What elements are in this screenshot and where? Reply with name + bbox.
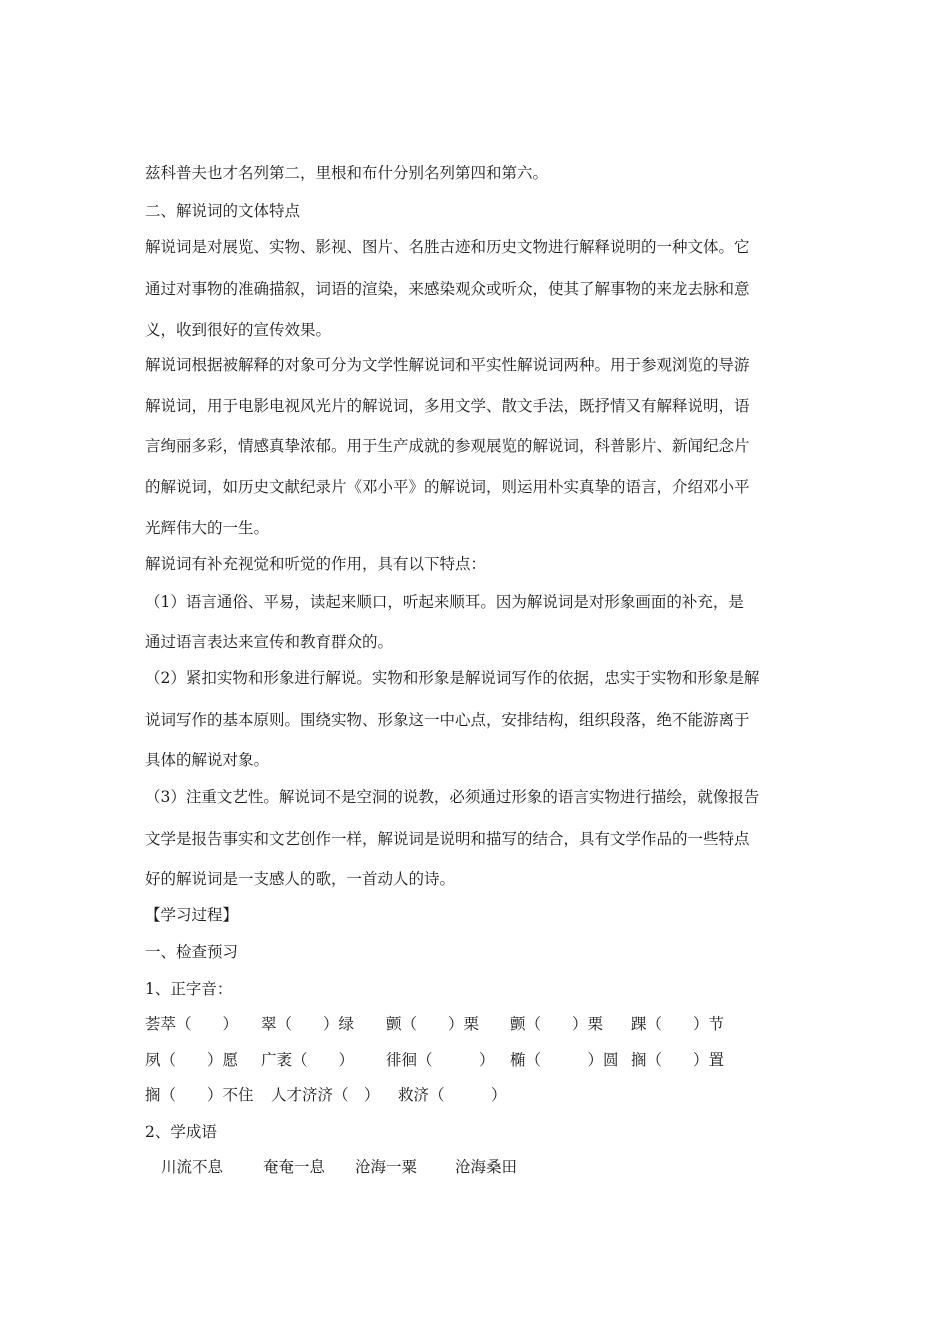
idiom-item: 川流不息 <box>161 1158 224 1176</box>
pinyin-item: 救济（ ） <box>398 1086 507 1104</box>
pinyin-item: 人才济济（ ） <box>271 1086 380 1104</box>
pinyin-item: 翠（ ）绿 <box>261 1015 355 1033</box>
paragraph-line: 文学是报告事实和文艺创作一样，解说词是说明和描写的结合，具有文学作品的一些特点 <box>145 830 750 848</box>
section-heading: 一、检查预习 <box>145 943 239 961</box>
paragraph-line: 通过对事物的准确描叙，词语的渲染，来感染观众或听众，使其了解事物的来龙去脉和意 <box>145 280 750 298</box>
idiom-item: 沧海桑田 <box>455 1158 518 1176</box>
pinyin-item: 搁（ ）不住 <box>145 1086 254 1104</box>
paragraph-line: 解说词是对展览、实物、影视、图片、名胜古迹和历史文物进行解释说明的一种文体。它 <box>145 238 750 256</box>
paragraph-line: 解说词，用于电影电视风光片的解说词，多用文学、散文手法，既抒情又有解释说明，语 <box>145 397 750 415</box>
pinyin-item: 荟萃（ ） <box>145 1015 239 1033</box>
pinyin-item: 广袤（ ） <box>261 1051 355 1069</box>
paragraph-line: 具体的解说对象。 <box>145 751 270 769</box>
paragraph-line: 光辉伟大的一生。 <box>145 519 270 537</box>
pinyin-item: 颤（ ）栗 <box>510 1015 604 1033</box>
paragraph-line: （1）语言通俗、平易，读起来顺口，听起来顺耳。因为解说词是对形象画面的补充，是 <box>145 593 744 611</box>
exercise-heading: 1、正字音： <box>145 980 233 998</box>
paragraph-line: （2）紧扣实物和形象进行解说。实物和形象是解说词写作的依据，忠实于实物和形象是解 <box>145 669 760 687</box>
exercise-heading: 2、学成语 <box>145 1123 217 1141</box>
paragraph-line: 说词写作的基本原则。围绕实物、形象这一中心点，安排结构，组织段落，绝不能游离于 <box>145 711 750 729</box>
section-heading: 二、解说词的文体特点 <box>145 202 301 220</box>
paragraph-line: 解说词有补充视觉和听觉的作用，具有以下特点： <box>145 555 487 573</box>
paragraph-line: 好的解说词是一支感人的歌，一首动人的诗。 <box>145 870 456 888</box>
paragraph-line: 兹科普夫也才名列第二，里根和布什分别名列第四和第六。 <box>145 164 549 182</box>
pinyin-item: 搁（ ）置 <box>631 1051 725 1069</box>
idiom-item: 沧海一粟 <box>355 1158 418 1176</box>
idiom-item: 奄奄一息 <box>263 1158 326 1176</box>
paragraph-line: 通过语言表达来宣传和教育群众的。 <box>145 633 394 651</box>
pinyin-item: 徘徊（ ） <box>386 1051 495 1069</box>
pinyin-item: 夙（ ）愿 <box>145 1051 239 1069</box>
paragraph-line: 义，收到很好的宣传效果。 <box>145 321 332 339</box>
paragraph-line: 的解说词，如历史文献纪录片《邓小平》的解说词，则运用朴实真挚的语言，介绍邓小平 <box>145 478 750 496</box>
pinyin-item: 颤（ ）栗 <box>386 1015 480 1033</box>
pinyin-item: 椭（ ）圆 <box>510 1051 619 1069</box>
section-heading: 【学习过程】 <box>145 906 239 924</box>
paragraph-line: （3）注重文艺性。解说词不是空洞的说教，必须通过形象的语言实物进行描绘，就像报告 <box>145 788 760 806</box>
paragraph-line: 解说词根据被解释的对象可分为文学性解说词和平实性解说词两种。用于参观浏览的导游 <box>145 356 750 374</box>
paragraph-line: 言绚丽多彩，情感真挚浓郁。用于生产成就的参观展览的解说词，科普影片、新闻纪念片 <box>145 437 750 455</box>
pinyin-item: 踝（ ）节 <box>631 1015 725 1033</box>
